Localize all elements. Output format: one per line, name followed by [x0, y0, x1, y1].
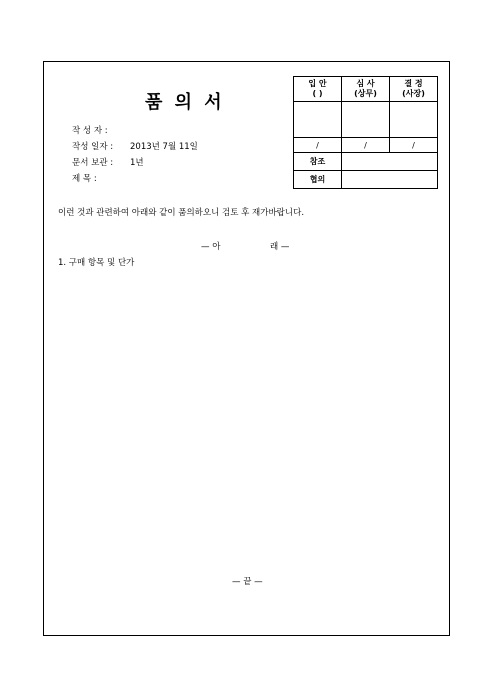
intro-text: 이런 것과 관련하여 아래와 같이 품의하오니 검토 후 재가바랍니다.: [58, 208, 305, 218]
meta-date-label: 작성 일자 :: [72, 142, 114, 152]
meta-author-label: 작 성 자 :: [72, 126, 108, 136]
reference-label: 참조: [294, 153, 342, 171]
approval-header-draft: [294, 77, 342, 102]
date-cell-draft: /: [294, 138, 342, 153]
meta-retention-label: 문서 보관 :: [72, 158, 114, 168]
meta-date-value: 2013년 7월 11일: [130, 142, 198, 152]
approval-header-decision-title: 결 정: [404, 79, 423, 88]
signature-cell-review: [342, 102, 390, 138]
document-title: 품 의 서: [145, 92, 225, 113]
date-cell-review: /: [342, 138, 390, 153]
signature-cell-draft: [294, 102, 342, 138]
cooperation-label: 협의: [294, 171, 342, 189]
approval-header-decision: [390, 77, 438, 102]
approval-header-draft-title: 입 안: [308, 79, 327, 88]
signature-cell-decision: [390, 102, 438, 138]
approval-table: [293, 76, 438, 189]
approval-header-review: [342, 77, 390, 102]
meta-subject-label: 제 목 :: [72, 174, 97, 184]
end-mark: — 끝 —: [232, 577, 263, 587]
approval-header-review-role: (상무): [354, 89, 377, 98]
reference-value: [342, 153, 438, 171]
heading-right: 래 —: [270, 242, 290, 252]
cooperation-value: [342, 171, 438, 189]
approval-header-review-title: 심 사: [356, 79, 375, 88]
date-cell-decision: /: [390, 138, 438, 153]
heading-left: — 아: [201, 242, 221, 252]
approval-header-draft-role: ( ): [312, 89, 323, 98]
meta-retention-value: 1년: [130, 158, 144, 168]
approval-header-decision-role: (사장): [402, 89, 425, 98]
item-1: 1. 구매 항목 및 단가: [58, 258, 135, 268]
